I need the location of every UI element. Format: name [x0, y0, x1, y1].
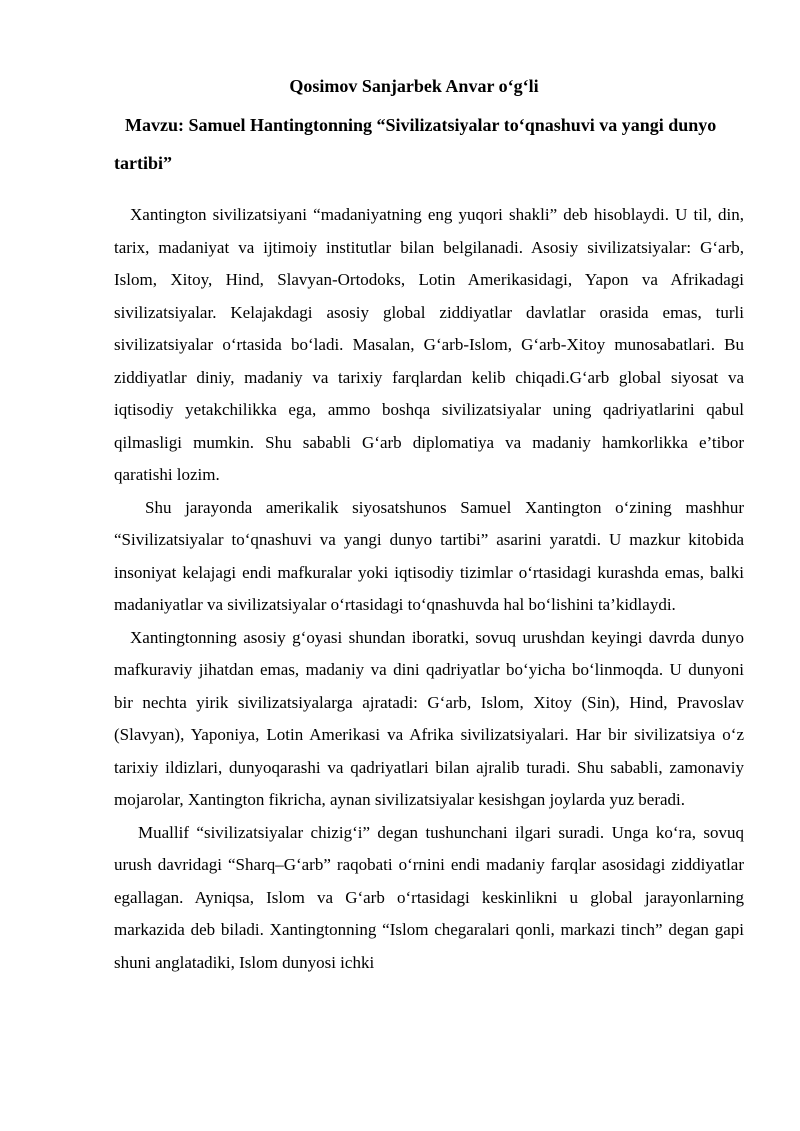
author-name: Qosimov Sanjarbek Anvar o‘g‘li — [289, 76, 539, 96]
paragraph: Xantington sivilizatsiyani “madaniyatning eng yuqori shakli” deb hisoblaydi. U til, din, tarix, madaniyat va ijtimoiy institutlar bilan belgilanadi. Asosiy sivilizatsiyalar: G‘arb, Islom, Xitoy, Hind, Slavyan-Ortodoks, Lotin Amerikasidagi, Yapon va Afrikadagi sivilizatsiyalar. Kelajakdagi asosiy global ziddiyatlar davlatlar orasida emas, turli sivilizatsiyalar o‘rtasida bo‘ladi. Masalan, G‘arb-Islom, G‘arb-Xitoy munosabatlari. Bu ziddiyatlar diniy, madaniy va tarixiy farqlardan kelib chiqadi.G‘arb global siyosat va iqtisodiy yetakchilikka ega, ammo boshqa sivilizatsiyalar uning qadriyatlarini qabul qilmasligi mumkin. Shu sababli G‘arb diplomatiya va madaniy hamkorlikka e’tibor qaratishi lozim. — [114, 205, 744, 484]
document-topic: Mavzu: Samuel Hantingtonning “Sivilizatsiyalar to‘qnashuvi va yangi dunyo tartibi” — [114, 115, 717, 173]
paragraph: Shu jarayonda amerikalik siyosatshunos Samuel Xantington o‘zining mashhur “Sivilizatsiyalar to‘qnashuvi va yangi dunyo tartibi” asarini yaratdi. U mazkur kitobida insoniyat kelajagi endi mafkuralar yoki iqtisodiy tizimlar o‘rtasidagi kurashda emas, balki madaniyatlar va sivilizatsiyalar o‘rtasidagi to‘qnashuvda hal bo‘lishini ta’kidlaydi. — [114, 497, 744, 614]
paragraph: Xantingtonning asosiy g‘oyasi shundan iboratki, sovuq urushdan keyingi davrda dunyo mafkuraviy jihatdan emas, madaniy va dini qadriyatlar bo‘yicha bo‘linmoqda. U dunyoni bir nechta yirik sivilizatsiyalarga ajratadi: G‘arb, Islom, Xitoy (Sin), Hind, Pravoslav (Slavyan), Yaponiya, Lotin Amerikasi va Afrika sivilizatsiyalari. Har bir sivilizatsiya o‘z tarixiy ildizlari, dunyoqarashi va qadriyatlari bilan ajralib turadi. Shu sababli, zamonaviy mojarolar, Xantington fikricha, aynan sivilizatsiyalar kesishgan joylarda yuz beradi. — [114, 627, 744, 809]
paragraph: Muallif “sivilizatsiyalar chizig‘i” degan tushunchani ilgari suradi. Unga ko‘ra, sovuq urush davridagi “Sharq–G‘arb” raqobati o‘rnini endi madaniy farqlar asosidagi ziddiyatlar egallagan. Ayniqsa, Islom va G‘arb o‘rtasidagi keskinlikni u global jarayonlarning markazida deb biladi. Xantingtonning “Islom chegaralari qonli, markazi tinch” degan gapi shuni anglatadiki, Islom dunyosi ichki — [114, 822, 744, 972]
document-body — [114, 199, 744, 979]
